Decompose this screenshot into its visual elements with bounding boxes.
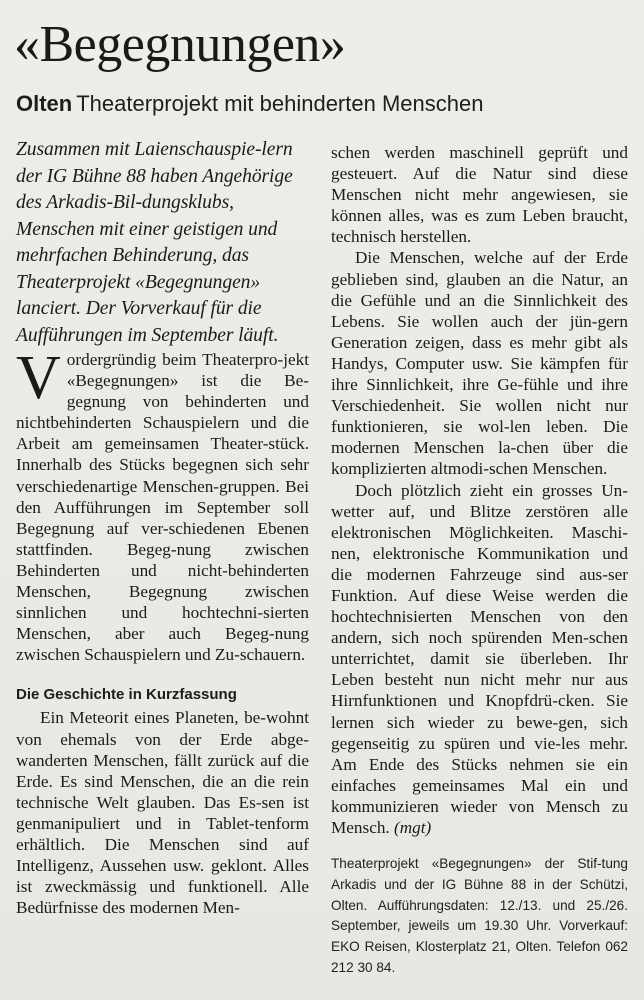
- body-paragraph-earth-people: Die Menschen, welche auf der Erde geblieben sind, glauben an die Natur, an die Gefühle und an die Sinnlichkeit des Lebens. Sie wollen auch der jün-gern Generation zeigen, dass es mehr gibt als Handys, Computer usw. Sie kämpfen für ihre Sinnlichkeit, ihre Ge-fühle und ihre Verschiedenheit. Sie wollen nicht nur funktionieren, sie wol-len leben. Die modernen Menschen la-chen über die komplizierten altmodi-schen Menschen.: [331, 248, 628, 479]
- body-paragraph-intro-text: ordergründig beim Theaterpro-jekt «Begegnungen» ist die Be-gegnung von behinderten und nichtbehinderten Schauspielern und die Arbeit am gemeinsamen Theater-stück. Innerhalb des Stücks begegnen sich sehr verschiedenartige Menschen-gruppen. Bei den Aufführungen im September soll Begegnung auf ver-schiedenen Ebenen stattfinden. Begeg-nung zwischen Behinderten und nicht-behinderten Menschen, Begegnung zwischen sinnlichen und hochtechni-sierten Menschen, aber auch Begeg-nung zwischen Schauspielern und Zu-schauern.: [16, 350, 309, 665]
- body-paragraph-story-start: Ein Meteorit eines Planeten, be-wohnt von ehemals von der Erde abge-wanderten Menschen, fällt zurück auf die Erde. Es sind Menschen, die an die rein technische Welt glauben. Das Es-sen ist genmanipuliert und in Tablet-tenform erhältlich. Die Menschen sind auf Intelligenz, Aussehen usw. geklont. Alles ist zweckmässig und funktionell. Alle Bedürfnisse des modernen Men-: [16, 708, 309, 918]
- article-column-right: [331, 142, 628, 978]
- body-paragraph-story-continued: schen werden maschinell geprüft und gesteuert. Auf die Natur sind diese Menschen nicht mehr angewiesen, sie können alles, was es zum Leben braucht, technisch herstellen.: [331, 143, 628, 247]
- subheadline: [16, 89, 634, 119]
- lead-paragraph: Zusammen mit Laienschauspie-lern der IG Bühne 88 haben Angehörige des Arkadis-Bil-dungsklubs, Menschen mit einer geistigen und mehrfachen Behinderung, das Theaterprojekt «Begegnungen» lanciert. Der Vorverkauf für die Aufführungen im September läuft.: [16, 139, 293, 346]
- section-heading: Die Geschichte in Kurzfassung: [16, 686, 237, 704]
- body-paragraph-storm-text: Doch plötzlich zieht ein grosses Un-wetter auf, und Blitze zerstören alle elektronischen Möglichkeiten. Maschi-nen, elektronische Kommunikation und die modernen Fahrzeuge sind aus-ser Funktion. Auf diese Weise werden die hochtechnisierten Menschen von den andern, sich noch spürenden Men-schen unterrichtet, damit sie überleben. Ihr Leben besteht nun nicht mehr nur aus Hirnfunktionen und Knopfdrü-cken. Sie lernen sich wieder zu bewe-gen, sich gegenseitig zu spüren und vie-les mehr. Am Ende des Stücks nehmen sie ein einfaches gemeinsames Mal ein und kommunizieren wieder von Mensch zu Mensch.: [331, 480, 628, 837]
- event-info-box: Theaterprojekt «Begegnungen» der Stif-tung Arkadis und der IG Bühne 88 in der Schützi, Olten. Aufführungsdaten: 12./13. und 25./26. September, jeweils um 19.30 Uhr. Vorverkauf: EKO Reisen, Klosterplatz 21, Olten. Telefon 062 212 30 84.: [331, 856, 628, 975]
- drop-cap: V: [16, 344, 61, 412]
- subtitle: Theaterprojekt mit behinderten Menschen: [76, 91, 484, 116]
- article-column-left: [16, 137, 309, 918]
- body-paragraph-intro: [16, 344, 309, 665]
- headline: «Begegnungen»: [14, 16, 346, 73]
- author-credit: (mgt): [394, 818, 432, 837]
- dateline-place: Olten: [16, 91, 73, 116]
- body-paragraph-storm: [331, 480, 628, 839]
